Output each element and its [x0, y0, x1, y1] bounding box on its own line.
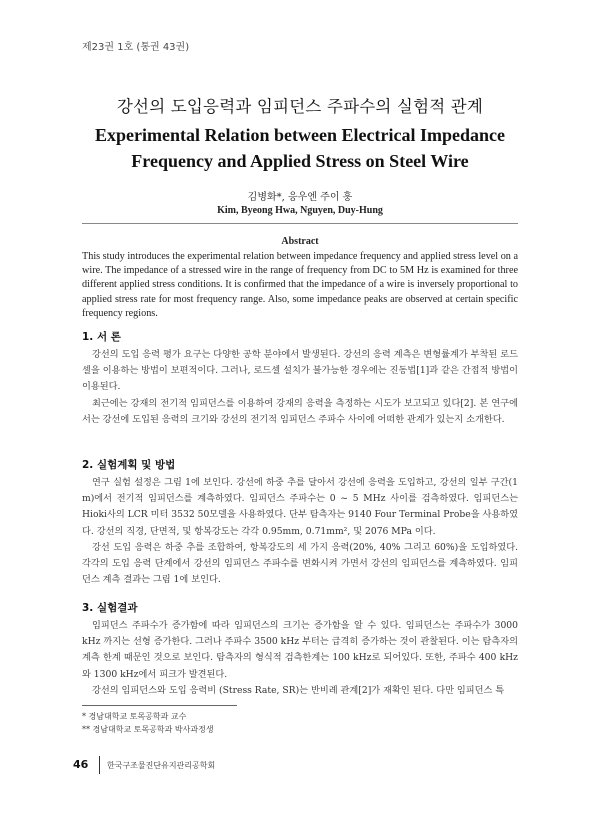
page-number: 46 [73, 758, 89, 771]
paragraph: 임피던스 주파수가 증가함에 따라 임피던스의 크기는 증가함을 알 수 있다. 임피던스는 주파수가 3000 kHz 까지는 선형 증가한다. 그러나 주파수 3500 kHz 부터는 급격히 증가하는 것이 관찰된다. 이는 탐측자의 계측 한계 때문인 것으로 보인다. 탐측자의 형식적 검측한계는 100 kHz로 되어있다. 또한, 주파수 400 kHz 와 1300 kHz에서 피크가 발견된다. [82, 620, 518, 680]
paragraph: 강선 도입 응력은 하중 추를 조합하여, 항복강도의 세 가지 응력(20%, 40% 그리고 60%)을 도입하였다. 각각의 도입 응력 단계에서 강선의 임피던스 주파수를 변화시켜 가면서 강선의 임피던스를 계측하였다. 임피던스 계측 결과는 그림 1에 보인다. [82, 541, 518, 586]
footnote-2: ** 경남대학교 토목공학과 박사과정생 [82, 725, 214, 734]
paragraph: 강선의 도입 응력 평가 요구는 다양한 공학 분야에서 발생된다. 강선의 응력 계측은 변형률계가 부착된 로드셀을 이용하는 방법이 보편적이다. 그러나, 로드셀 설치가 불가능한 경우에는 진동법[1]과 같은 간접적 방법이 이용된다. [82, 349, 518, 393]
authors-korean: 김병화*, 응우엔 주이 훙 [247, 192, 353, 203]
footer-separator [99, 756, 100, 774]
authors-english: Kim, Byeong Hwa, Nguyen, Duy-Hung [217, 205, 383, 216]
paragraph: 연구 실험 설정은 그림 1에 보인다. 강선에 하중 추를 달아서 강선에 응력을 도입하고, 강선의 일부 구간(1 m)에서 전기적 임피던스를 계측하였다. 임피던스 주파수는 0 ~ 5 MHz 사이를 검측하였다. 임피던스는 Hioki사의 LCR 미터 3532 50모델을 사용하였다. 단부 탐측자는 9140 Four Terminal Probe을 사용하였다. 강선의 직경, 단면적, 및 항복강도는 각각 0.95mm, 0.71mm², 및 2076 MPa 이다. [82, 477, 518, 537]
title-english: Experimental Relation between Electrical Impedance Frequency and Applied Stress on Steel Wire [95, 125, 505, 171]
footnote-1: * 경남대학교 토목공학과 교수 [82, 712, 187, 721]
title-korean: 강선의 도입응력과 임피던스 주파수의 실험적 관계 [116, 97, 484, 116]
section-1-heading: 1. 서 론 [82, 331, 121, 343]
abstract-heading: Abstract [281, 236, 319, 247]
section-3-heading: 3. 실험결과 [82, 602, 138, 614]
paragraph: 강선의 임피던스와 도입 응력비 (Stress Rate, SR)는 반비례 관계[2]가 재확인 된다. 다만 임피던스 특 [92, 684, 505, 696]
section-3-body [82, 618, 518, 699]
issue-info: 제23권 1호 (통권 43권) [82, 42, 190, 53]
footnote-divider [82, 705, 237, 706]
section-2-body [82, 475, 518, 588]
divider [82, 223, 518, 224]
abstract-text: This study introduces the experimental relation between impedance frequency and applied stress level on a wire. The impedance of a stressed wire in the range of frequency from DC to 5M Hz is examined for three different applied stress conditions. It is confirmed that the impedance of a wire is inversely proportional to applied stress rate for most frequency range. Also, some impedance peaks are observed at certain specific frequency regions. [82, 251, 518, 319]
section-1-body [82, 347, 518, 428]
paragraph: 최근에는 강재의 전기적 임피던스를 이용하여 강재의 응력을 측정하는 시도가 보고되고 있다[2]. 본 연구에서는 강선에 도입된 응력의 크기와 강선의 전기적 임피던스 주파수 사이에 어떠한 관계가 있는지 소개한다. [82, 397, 518, 425]
section-2-heading: 2. 실험계획 및 방법 [82, 459, 176, 471]
journal-name: 한국구조물진단유지관리공학회 [107, 761, 216, 770]
